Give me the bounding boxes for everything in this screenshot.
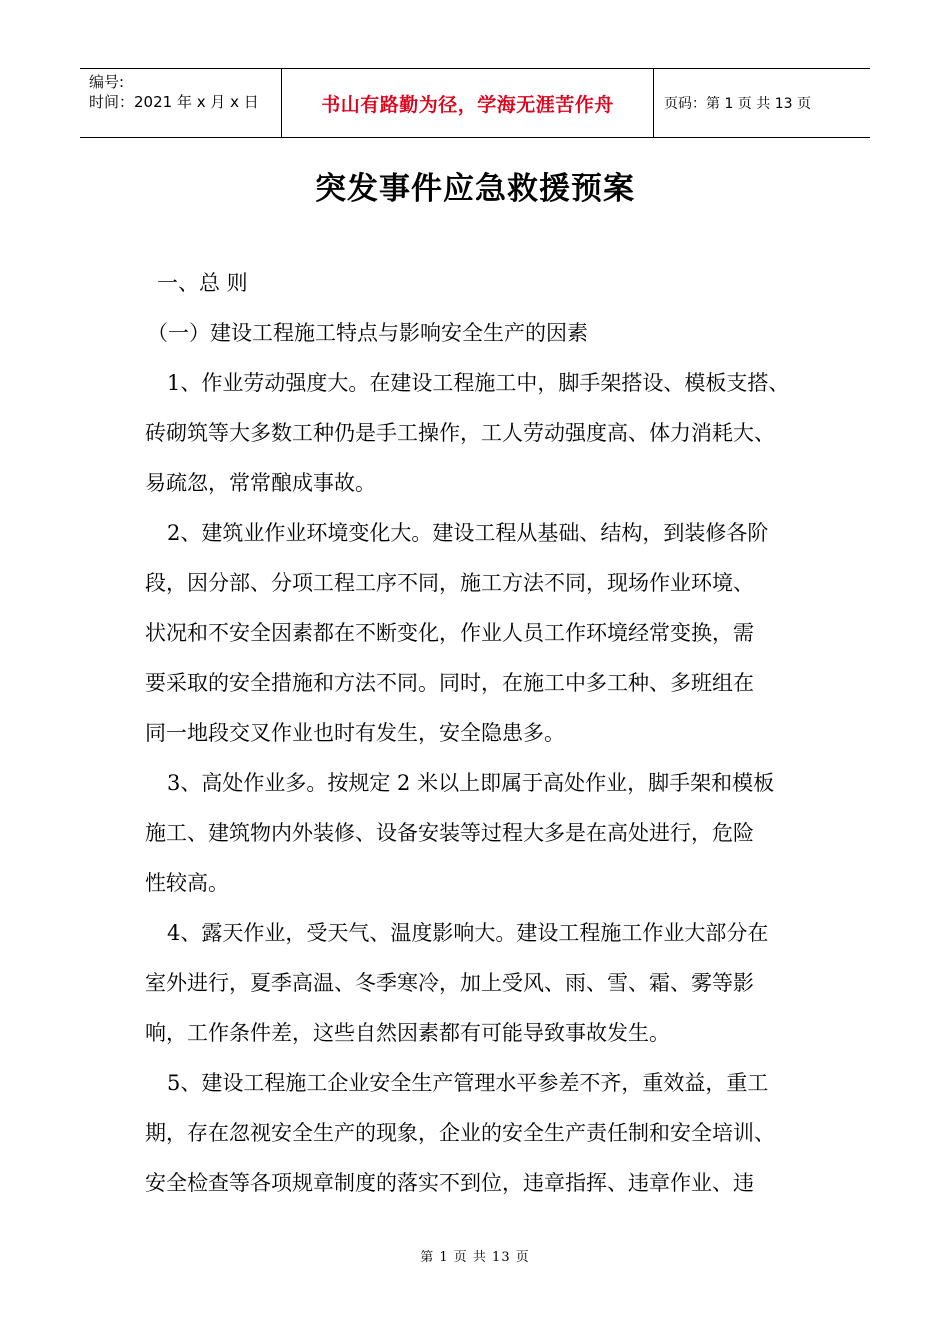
page-info: 页码：第 1 页 共 13 页 (664, 96, 811, 112)
subsection-heading: （一）建设工程施工特点与影响安全生产的因素 (147, 321, 588, 345)
paragraph-line: 施工、建筑物内外装修、设备安装等过程大多是在高处进行，危险 (145, 821, 754, 845)
paragraph-line: 2、建筑业作业环境变化大。建设工程从基础、结构，到装修各阶 (167, 521, 769, 545)
paragraph-line: 段，因分部、分项工程工序不同，施工方法不同，现场作业环境、 (145, 571, 754, 595)
motto-text: 书山有路勤为径，学海无涯苦作舟 (321, 93, 614, 116)
paragraph-line: 砖砌筑等大多数工种仍是手工操作，工人劳动强度高、体力消耗大、 (145, 421, 775, 445)
header-meta (80, 69, 282, 137)
paragraph-line: 安全检查等各项规章制度的落实不到位，违章指挥、违章作业、违 (145, 1171, 754, 1195)
page-footer: 第 1 页 共 13 页 (420, 1250, 530, 1265)
document-title: 突发事件应急救援预案 (315, 171, 635, 207)
section-heading: 一、总 则 (157, 271, 248, 295)
paragraph-line: 4、露天作业，受天气、温度影响大。建设工程施工作业大部分在 (167, 921, 769, 945)
time-label: 时间：2021 年 x 月 x 日 (89, 93, 259, 111)
header-page-cell (654, 69, 870, 137)
paragraph-line: 状况和不安全因素都在不断变化，作业人员工作环境经常变换，需 (145, 621, 754, 645)
paragraph-line: 5、建设工程施工企业安全生产管理水平参差不齐，重效益，重工 (167, 1071, 769, 1095)
paragraph-line: 易疏忽，常常酿成事故。 (145, 471, 376, 495)
paragraph-line: 要采取的安全措施和方法不同。同时，在施工中多工种、多班组在 (145, 671, 754, 695)
paragraph-line: 响，工作条件差，这些自然因素都有可能导致事故发生。 (145, 1021, 670, 1045)
paragraph-line: 性较高。 (145, 871, 229, 895)
document-header (80, 68, 870, 138)
number-label: 编号: (89, 73, 125, 91)
paragraph-line: 期，存在忽视安全生产的现象，企业的安全生产责任制和安全培训、 (145, 1121, 775, 1145)
paragraph-line: 3、高处作业多。按规定 2 米以上即属于高处作业，脚手架和模板 (167, 771, 775, 795)
paragraph-line: 同一地段交叉作业也时有发生，安全隐患多。 (145, 721, 565, 745)
header-motto-cell (282, 69, 654, 137)
paragraph-line: 1、作业劳动强度大。在建设工程施工中，脚手架搭设、模板支搭、 (167, 371, 790, 395)
paragraph-line: 室外进行，夏季高温、冬季寒冷，加上受风、雨、雪、霜、雾等影 (145, 971, 754, 995)
